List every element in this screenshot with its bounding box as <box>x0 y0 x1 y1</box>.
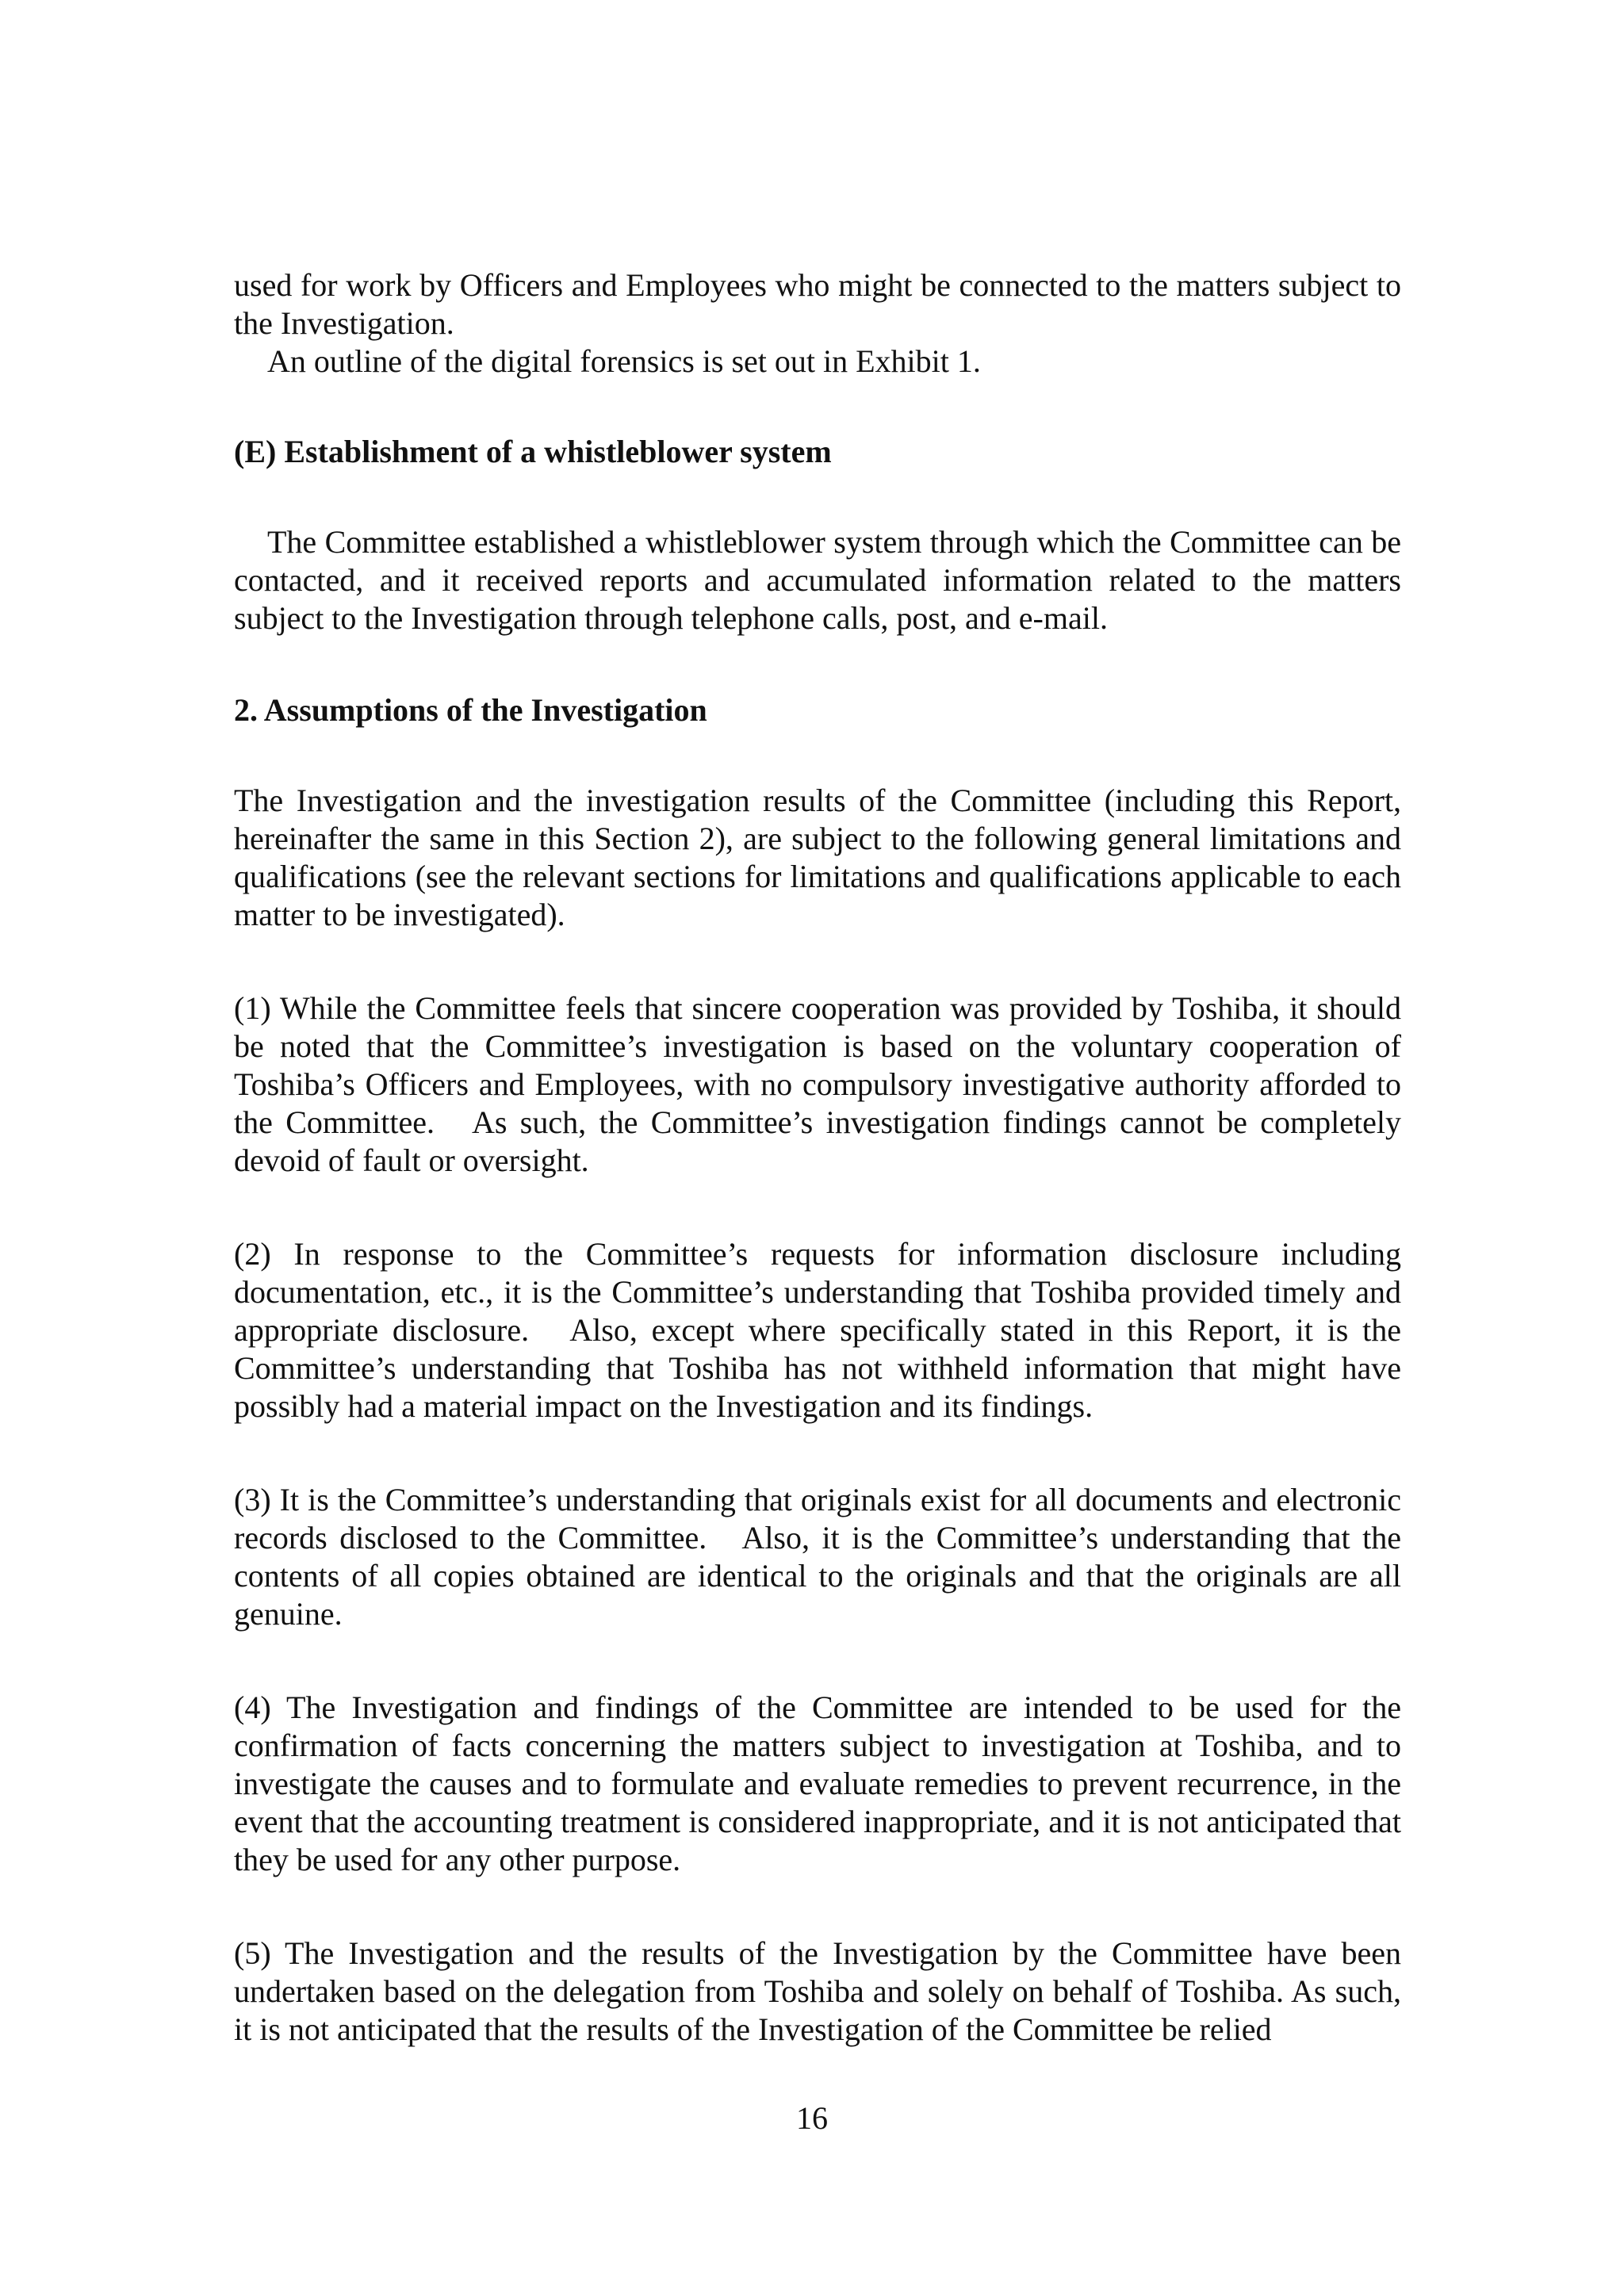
list-item-1: (1) While the Committee feels that sincere cooperation was provided by Toshiba, it should be noted that the Committee’s investigation is based on the voluntary cooperation of Toshiba’s Officers and Employees, with no compulsory investigative authority afforded to the Committee. As such, the Committee’s investigation findings cannot be completely devoid of fault or oversight. <box>234 990 1401 1178</box>
list-item-3: (3) It is the Committee’s understanding that originals exist for all documents and electronic records disclosed to the Committee. Also, it is the Committee’s understanding that the contents of all copies obtained are identical to the originals and that the originals are all genuine. <box>234 1482 1401 1632</box>
page-number: 16 <box>796 2100 828 2136</box>
heading-whistleblower-system: (E) Establishment of a whistleblower system <box>234 434 832 469</box>
heading-assumptions: 2. Assumptions of the Investigation <box>234 692 707 728</box>
page-body <box>234 266 1401 2049</box>
list-item-4: (4) The Investigation and findings of the Committee are intended to be used for the confirmation of facts concerning the matters subject to investigation at Toshiba, and to investigate the causes and to formulate and evaluate remedies to prevent recurrence, in the event that the accounting treatment is considered inappropriate, and it is not anticipated that they be used for any other purpose. <box>234 1689 1401 1877</box>
list-item-5: (5) The Investigation and the results of the Investigation by the Committee have been undertaken based on the delegation from Toshiba and solely on behalf of Toshiba. As such, it is not anticipated that the results of the Investigation of the Committee be relied <box>234 1935 1401 2047</box>
paragraph-digital-forensics: An outline of the digital forensics is set out in Exhibit 1. <box>267 343 981 379</box>
paragraph-continuation: used for work by Officers and Employees who might be connected to the matters subject to the Investigation. <box>234 267 1401 341</box>
list-item-2: (2) In response to the Committee’s requests for information disclosure including documentation, etc., it is the Committee’s understanding that Toshiba provided timely and appropriate disclosure. Also, except where specifically stated in this Report, it is the Committee’s understanding that Toshiba has not withheld information that might have possibly had a material impact on the Investigation and its findings. <box>234 1236 1401 1424</box>
paragraph-whistleblower: The Committee established a whistleblower system through which the Committee can be contacted, and it received reports and accumulated information related to the matters subject to the Investigation through telephone calls, post, and e-mail. <box>234 524 1401 636</box>
paragraph-assumptions-intro: The Investigation and the investigation results of the Committee (including this Report, hereinafter the same in this Section 2), are subject to the following general limitations and qualifications (see the relevant sections for limitations and qualifications applicable to each matter to be investigated). <box>234 783 1401 932</box>
